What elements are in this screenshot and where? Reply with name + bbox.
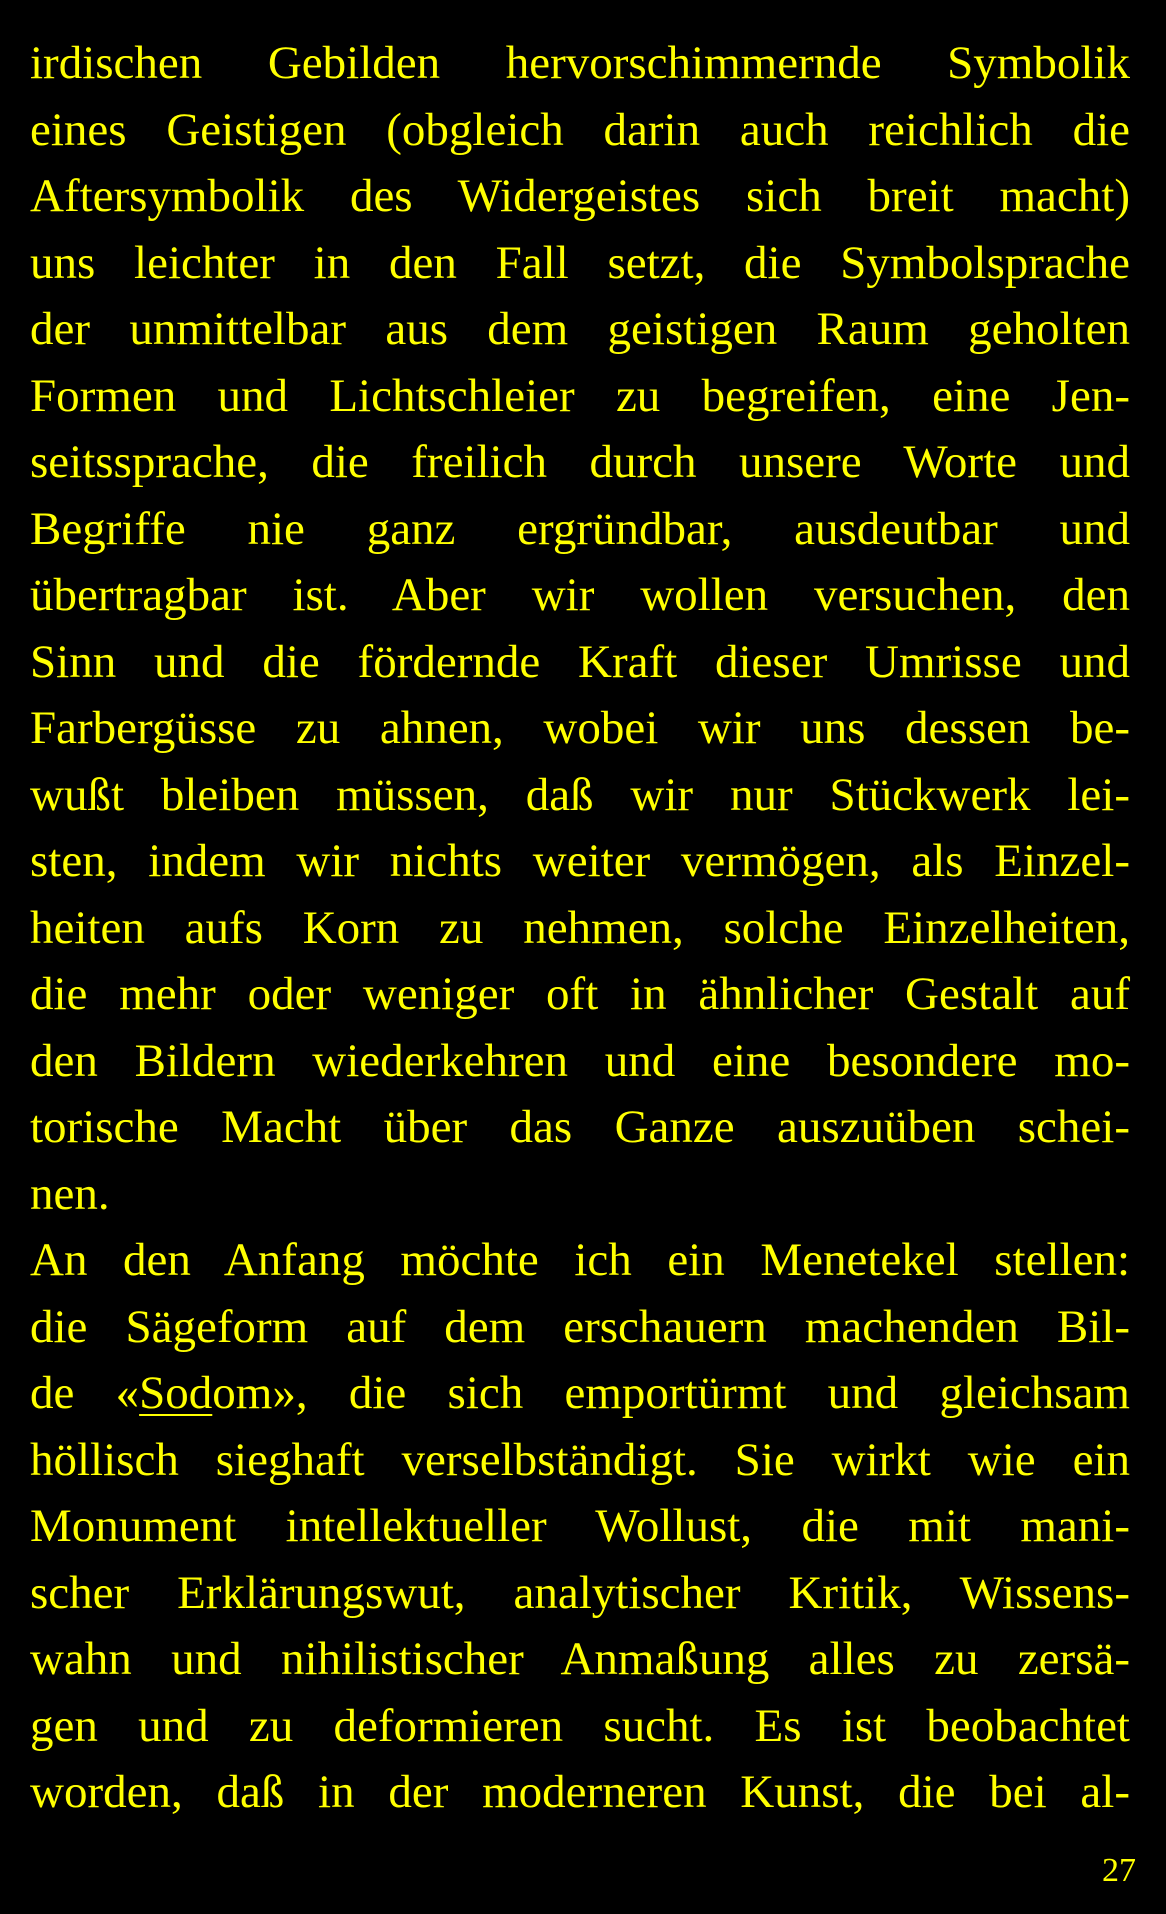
text-line: irdischen Gebilden hervorschimmernde Symbolik xyxy=(30,37,1130,89)
text-line: wußt bleiben müssen, daß wir nur Stückwerk lei- xyxy=(30,768,1130,821)
text-line-with-title xyxy=(30,1360,1130,1427)
text-fragment: om», die sich emportürmt und gleichsam xyxy=(212,1367,1130,1419)
text-line: Begriffe nie ganz ergründbar, ausdeutbar und xyxy=(30,502,1130,555)
text-line: übertragbar ist. Aber wir wollen versuchen, den xyxy=(30,569,1130,621)
text-line: worden, daß in der moderneren Kunst, die bei al- xyxy=(30,1766,1130,1818)
text-line: Formen und Lichtschleier zu begreifen, eine Jen- xyxy=(30,369,1130,422)
text-line: eines Geistigen (obgleich darin auch reichlich die xyxy=(30,103,1130,156)
page-number: 27 xyxy=(1102,1852,1136,1889)
text-line-paragraph-end: nen. xyxy=(30,1167,110,1220)
text-line: Aftersymbolik des Widergeistes sich breit macht) xyxy=(30,170,1130,222)
text-line: höllisch sieghaft verselbständigt. Sie wirkt wie ein xyxy=(30,1433,1130,1486)
text-line: den Bildern wiederkehren und eine besondere mo- xyxy=(30,1034,1130,1087)
underlined-title-fragment: Sod xyxy=(139,1367,213,1419)
text-line: gen und zu deformieren sucht. Es ist beobachtet xyxy=(30,1699,1130,1752)
text-line: der unmittelbar aus dem geistigen Raum geholten xyxy=(30,303,1130,355)
text-line: wahn und nihilistischer Anmaßung alles zu zersä- xyxy=(30,1633,1130,1685)
body-text xyxy=(30,30,1130,1826)
text-line: uns leichter in den Fall setzt, die Symbolsprache xyxy=(30,236,1130,289)
text-line: Monument intellektueller Wollust, die mit mani- xyxy=(30,1500,1130,1552)
text-line: torische Macht über das Ganze auszuüben schei- xyxy=(30,1101,1130,1153)
text-line: die mehr oder weniger oft in ähnlicher Gestalt auf xyxy=(30,968,1130,1020)
text-line: An den Anfang möchte ich ein Menetekel stellen: xyxy=(30,1234,1130,1286)
text-fragment: de « xyxy=(30,1367,140,1419)
text-line: heiten aufs Korn zu nehmen, solche Einzelheiten, xyxy=(30,901,1130,954)
text-line: die Sägeform auf dem erschauern machenden Bil- xyxy=(30,1300,1130,1353)
text-line: Farbergüsse zu ahnen, wobei wir uns dessen be- xyxy=(30,702,1130,754)
text-line: sten, indem wir nichts weiter vermögen, als Einzel- xyxy=(30,835,1130,887)
text-line: Sinn und die fördernde Kraft dieser Umrisse und xyxy=(30,635,1130,688)
text-line: seitssprache, die freilich durch unsere Worte und xyxy=(30,436,1130,488)
text-line: scher Erklärungswut, analytischer Kritik, Wissens- xyxy=(30,1566,1130,1619)
